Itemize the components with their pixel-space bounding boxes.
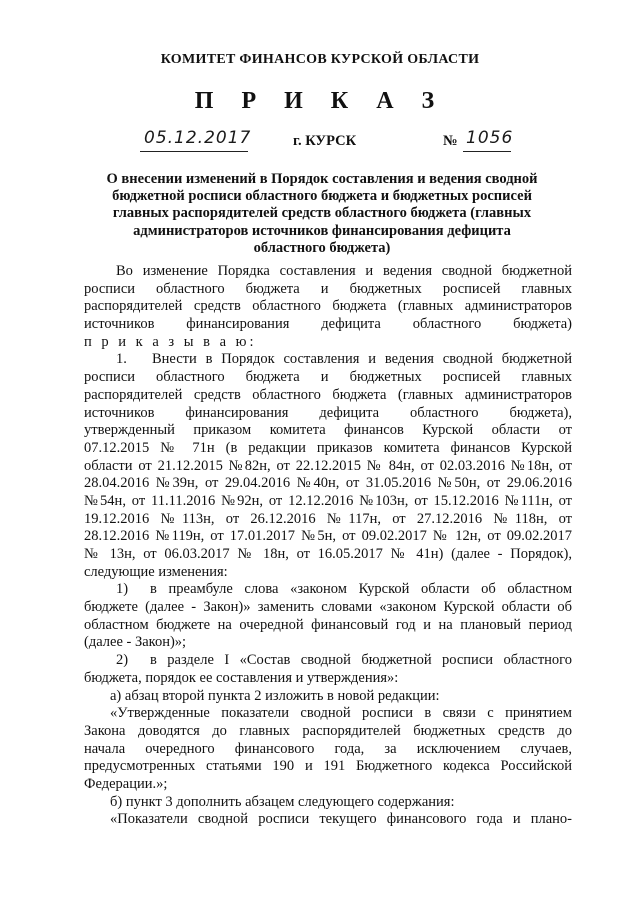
subpoint-number: 2): [116, 652, 129, 669]
body-line: утвержденный приказом комитета финансов Курской области от: [84, 422, 572, 439]
subpoint-2-first-line: [84, 652, 572, 670]
subpoint-1-first-line: [84, 581, 572, 599]
body-line: бюджете (далее - Закон)» заменить словами «законом Курской области об: [84, 599, 572, 616]
body-line: 07.12.2015 № 71н (в редакции приказов комитета финансов Курской: [84, 439, 572, 456]
heading-line: областного бюджета): [253, 239, 391, 256]
body-line: области от 21.12.2015 №82н, от 22.12.2015 № 84н, от 02.03.2016 №18н, от: [84, 457, 572, 474]
body-line: «Показатели сводной росписи текущего финансового года и плано-: [110, 811, 572, 828]
body-line: распорядителей средств областного бюджета (главных администраторов: [84, 386, 572, 403]
body-line: б) пункт 3 дополнить абзацем следующего содержания:: [110, 793, 455, 810]
number-label: №: [443, 133, 458, 149]
body-line: в разделе I «Состав сводной бюджетной росписи областного: [150, 652, 572, 669]
body-line: росписи областного бюджета и бюджетных росписей главных: [84, 369, 572, 386]
body-line: источников финансирования дефицита областного бюджета),: [84, 404, 572, 421]
body-line: источников финансирования дефицита областного бюджета): [84, 316, 572, 333]
body-line: а) абзац второй пункта 2 изложить в новой редакции:: [110, 687, 440, 704]
organization-name: КОМИТЕТ ФИНАНСОВ КУРСКОЙ ОБЛАСТИ: [160, 52, 480, 67]
document-type-title: П Р И К А З: [194, 88, 446, 114]
body-line: областном бюджете на очередной финансовый год и на плановый период: [84, 616, 572, 633]
heading-line: О внесении изменений в Порядок составления и ведения сводной: [106, 171, 538, 187]
quote-line: Федерации.»;: [84, 775, 168, 792]
handwritten-date: 05.12.2017: [144, 128, 252, 148]
body-line: распорядителей средств областного бюджета (главных администраторов: [84, 298, 572, 315]
order-body: [84, 263, 572, 829]
city-label: г. КУРСК: [293, 133, 357, 149]
quote-line: Закона доводятся до главных распорядителей бюджетных средств до: [84, 722, 572, 739]
date-underline: [140, 151, 248, 152]
body-line: 19.12.2016 №113н, от 26.12.2016 №117н, от 27.12.2016 №118н, от: [84, 510, 572, 527]
body-line: № 13н, от 06.03.2017 № 18н, от 16.05.2017 № 41н) (далее - Порядок),: [84, 546, 572, 562]
heading-line: бюджетной росписи областного бюджета и бюджетных росписей: [112, 188, 532, 205]
body-line: в преамбуле слова «законом Курской области об областном: [150, 581, 572, 598]
heading-line: администраторов источников финансирования дефицита: [133, 222, 511, 239]
quote-line: «Утвержденные показатели сводной росписи в связи с принятием: [110, 705, 572, 722]
quote-line: предусмотренных статьями 190 и 191 Бюджетного кодекса Российской: [84, 758, 572, 775]
body-line: следующие изменения:: [84, 563, 228, 580]
handwritten-number: 1056: [466, 128, 514, 148]
body-line: бюджета, порядок ее составления и утверждения»:: [84, 669, 399, 686]
point-1-first-line: [84, 351, 572, 369]
body-line: 28.04.2016 №39н, от 29.04.2016 №40н, от 31.05.2016 №50н, от 29.06.2016: [84, 475, 572, 492]
subpoint-number: 1): [116, 581, 129, 598]
body-line: Внести в Порядок составления и ведения сводной бюджетной: [152, 351, 572, 368]
body-line: (далее - Закон)»;: [84, 634, 187, 651]
order-heading: [96, 171, 548, 257]
body-line: Во изменение Порядка составления и ведения сводной бюджетной: [116, 263, 572, 279]
heading-line: главных распорядителей средств областного бюджета (главных: [112, 205, 532, 222]
point-number: 1.: [116, 351, 127, 368]
body-line: 28.12.2016 №119н, от 17.01.2017 №5н, от 09.02.2017 № 12н, от 09.02.2017: [84, 528, 572, 545]
number-underline: [463, 151, 511, 152]
quote-line: начала очередного финансового года, за исключением случаев,: [84, 740, 572, 757]
order-word: п р и к а з ы в а ю:: [84, 333, 257, 350]
body-line: росписи областного бюджета и бюджетных росписей главных: [84, 280, 572, 297]
body-line: №54н, от 11.11.2016 №92н, от 12.12.2016 №103н, от 15.12.2016 №111н, от: [84, 492, 572, 509]
